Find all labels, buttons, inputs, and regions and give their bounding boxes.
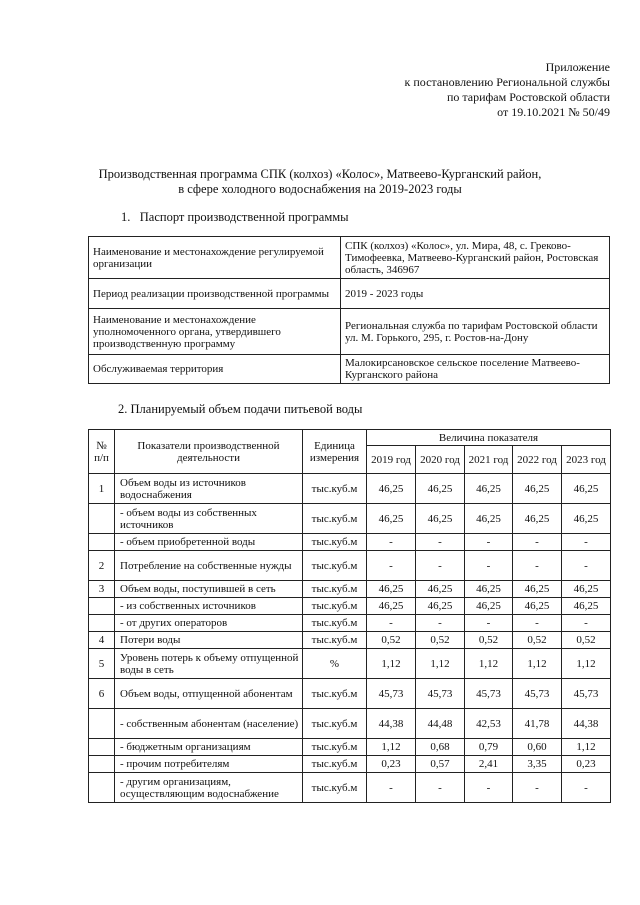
- row-value: 46,25: [416, 598, 465, 615]
- row-value: 0,23: [367, 756, 416, 773]
- row-value: 1,12: [367, 739, 416, 756]
- table-row: [89, 615, 611, 632]
- row-indicator: - объем приобретенной воды: [115, 534, 303, 551]
- row-value: 1,12: [367, 649, 416, 679]
- volume-table: [88, 429, 611, 803]
- row-value: 1,12: [562, 649, 611, 679]
- header-unit: Единица измерения: [303, 430, 367, 474]
- row-indicator: - из собственных источников: [115, 598, 303, 615]
- table-row: [89, 551, 611, 581]
- row-value: -: [465, 615, 513, 632]
- row-value: 2,41: [465, 756, 513, 773]
- row-value: 46,25: [562, 581, 611, 598]
- row-unit: тыс.куб.м: [303, 756, 367, 773]
- row-value: -: [562, 773, 611, 803]
- row-value: 46,25: [465, 474, 513, 504]
- row-indicator: Потери воды: [115, 632, 303, 649]
- row-value: 0,23: [562, 756, 611, 773]
- table-row: [89, 504, 611, 534]
- row-value: 44,48: [416, 709, 465, 739]
- row-unit: тыс.куб.м: [303, 504, 367, 534]
- header-year: 2022 год: [513, 446, 562, 474]
- row-value: 3,35: [513, 756, 562, 773]
- row-value: -: [465, 534, 513, 551]
- row-value: 46,25: [465, 598, 513, 615]
- row-indicator: - от других операторов: [115, 615, 303, 632]
- row-value: 0,52: [416, 632, 465, 649]
- passport-row: [89, 309, 610, 355]
- row-num: 2: [89, 551, 115, 581]
- row-value: 46,25: [562, 504, 611, 534]
- appendix-line-4: от 19.10.2021 № 50/49: [497, 105, 610, 119]
- row-value: 0,79: [465, 739, 513, 756]
- table-row: [89, 632, 611, 649]
- header-year: 2023 год: [562, 446, 611, 474]
- passport-value: Малокирсановское сельское поселение Матвеево-Курганского района: [341, 355, 610, 384]
- row-value: -: [513, 615, 562, 632]
- row-value: -: [416, 773, 465, 803]
- passport-key: Наименование и местонахождение уполномоченного органа, утвердившего производственную программу: [89, 309, 341, 355]
- section-1-title: 1. Паспорт производственной программы: [121, 210, 349, 224]
- table-row: [89, 534, 611, 551]
- row-unit: тыс.куб.м: [303, 534, 367, 551]
- row-value: 0,52: [465, 632, 513, 649]
- row-num: 4: [89, 632, 115, 649]
- row-value: -: [367, 534, 416, 551]
- row-indicator: Объем воды, отпущенной абонентам: [115, 679, 303, 709]
- row-unit: тыс.куб.м: [303, 598, 367, 615]
- row-value: -: [416, 534, 465, 551]
- row-num: [89, 598, 115, 615]
- row-value: 45,73: [465, 679, 513, 709]
- page-title-line-2: в сфере холодного водоснабжения на 2019-2023 годы: [178, 182, 462, 196]
- row-value: 1,12: [562, 739, 611, 756]
- volume-table-body: [89, 474, 611, 803]
- passport-row: [89, 279, 610, 309]
- row-value: 46,25: [562, 474, 611, 504]
- row-indicator: - другим организациям, осуществляющим водоснабжение: [115, 773, 303, 803]
- row-value: 46,25: [513, 504, 562, 534]
- row-value: 44,38: [367, 709, 416, 739]
- passport-value: 2019 - 2023 годы: [341, 279, 610, 309]
- table-header-row: [89, 430, 611, 446]
- appendix-line-2: к постановлению Региональной службы: [404, 75, 610, 89]
- row-value: 0,52: [562, 632, 611, 649]
- row-indicator: - бюджетным организациям: [115, 739, 303, 756]
- row-unit: тыс.куб.м: [303, 739, 367, 756]
- row-indicator: Потребление на собственные нужды: [115, 551, 303, 581]
- table-row: [89, 598, 611, 615]
- row-value: -: [367, 773, 416, 803]
- row-value: -: [367, 551, 416, 581]
- row-unit: тыс.куб.м: [303, 581, 367, 598]
- row-value: 41,78: [513, 709, 562, 739]
- row-value: 45,73: [416, 679, 465, 709]
- row-num: 5: [89, 649, 115, 679]
- row-value: -: [513, 773, 562, 803]
- row-indicator: - прочим потребителям: [115, 756, 303, 773]
- row-num: 3: [89, 581, 115, 598]
- row-value: 46,25: [416, 581, 465, 598]
- row-value: 1,12: [465, 649, 513, 679]
- row-num: [89, 504, 115, 534]
- row-value: 46,25: [367, 474, 416, 504]
- row-value: 45,73: [562, 679, 611, 709]
- passport-row: [89, 237, 610, 279]
- row-value: 0,52: [513, 632, 562, 649]
- appendix-block: [405, 60, 610, 120]
- row-value: -: [513, 551, 562, 581]
- header-value: Величина показателя: [367, 430, 611, 446]
- row-num: [89, 756, 115, 773]
- row-unit: %: [303, 649, 367, 679]
- table-row: [89, 756, 611, 773]
- row-value: 46,25: [513, 474, 562, 504]
- row-value: 46,25: [513, 581, 562, 598]
- row-value: 1,12: [513, 649, 562, 679]
- row-value: 42,53: [465, 709, 513, 739]
- appendix-line-3: по тарифам Ростовской области: [446, 90, 610, 104]
- table-row: [89, 649, 611, 679]
- header-year: 2020 год: [416, 446, 465, 474]
- row-unit: тыс.куб.м: [303, 773, 367, 803]
- header-year: 2019 год: [367, 446, 416, 474]
- row-num: [89, 739, 115, 756]
- row-num: 1: [89, 474, 115, 504]
- row-value: 46,25: [562, 598, 611, 615]
- row-value: -: [465, 551, 513, 581]
- row-num: [89, 534, 115, 551]
- table-row: [89, 474, 611, 504]
- row-value: -: [562, 615, 611, 632]
- row-value: -: [562, 534, 611, 551]
- passport-row: [89, 355, 610, 384]
- row-value: 46,25: [367, 504, 416, 534]
- table-row: [89, 581, 611, 598]
- row-value: 46,25: [416, 504, 465, 534]
- row-unit: тыс.куб.м: [303, 474, 367, 504]
- row-value: 44,38: [562, 709, 611, 739]
- row-value: -: [465, 773, 513, 803]
- row-indicator: - объем воды из собственных источников: [115, 504, 303, 534]
- header-num: № п/п: [89, 430, 115, 474]
- row-value: 45,73: [367, 679, 416, 709]
- table-row: [89, 679, 611, 709]
- row-num: [89, 773, 115, 803]
- page-title: [0, 167, 640, 197]
- row-value: -: [562, 551, 611, 581]
- appendix-line-1: Приложение: [545, 60, 610, 74]
- row-value: 1,12: [416, 649, 465, 679]
- row-indicator: Уровень потерь к объему отпущенной воды в сеть: [115, 649, 303, 679]
- row-value: 46,25: [367, 581, 416, 598]
- passport-value: Региональная служба по тарифам Ростовской области ул. М. Горького, 295, г. Ростов-на-Дону: [341, 309, 610, 355]
- row-value: -: [416, 615, 465, 632]
- row-indicator: - собственным абонентам (население): [115, 709, 303, 739]
- header-year: 2021 год: [465, 446, 513, 474]
- page-title-line-1: Производственная программа СПК (колхоз) «Колос», Матвеево-Курганский район,: [98, 167, 542, 181]
- row-value: 46,25: [416, 474, 465, 504]
- row-value: 0,68: [416, 739, 465, 756]
- row-indicator: Объем воды из источников водоснабжения: [115, 474, 303, 504]
- row-unit: тыс.куб.м: [303, 551, 367, 581]
- table-row: [89, 773, 611, 803]
- passport-table: [88, 236, 610, 384]
- row-num: [89, 709, 115, 739]
- row-value: 45,73: [513, 679, 562, 709]
- row-num: 6: [89, 679, 115, 709]
- row-value: 46,25: [513, 598, 562, 615]
- row-unit: тыс.куб.м: [303, 679, 367, 709]
- row-value: 0,60: [513, 739, 562, 756]
- row-value: -: [513, 534, 562, 551]
- table-row: [89, 709, 611, 739]
- passport-key: Обслуживаемая территория: [89, 355, 341, 384]
- header-indicator: Показатели производственной деятельности: [115, 430, 303, 474]
- passport-key: Период реализации производственной программы: [89, 279, 341, 309]
- passport-value: СПК (колхоз) «Колос», ул. Мира, 48, с. Греково-Тимофеевка, Матвеево-Курганский район, Ростовская область, 346967: [341, 237, 610, 279]
- row-value: 0,52: [367, 632, 416, 649]
- row-unit: тыс.куб.м: [303, 709, 367, 739]
- row-unit: тыс.куб.м: [303, 632, 367, 649]
- row-value: 46,25: [367, 598, 416, 615]
- passport-key: Наименование и местонахождение регулируемой организации: [89, 237, 341, 279]
- row-num: [89, 615, 115, 632]
- row-value: -: [367, 615, 416, 632]
- row-value: 0,57: [416, 756, 465, 773]
- row-unit: тыс.куб.м: [303, 615, 367, 632]
- section-2-title: 2. Планируемый объем подачи питьевой воды: [118, 402, 363, 416]
- row-value: 46,25: [465, 504, 513, 534]
- row-value: -: [416, 551, 465, 581]
- row-indicator: Объем воды, поступившей в сеть: [115, 581, 303, 598]
- table-row: [89, 739, 611, 756]
- row-value: 46,25: [465, 581, 513, 598]
